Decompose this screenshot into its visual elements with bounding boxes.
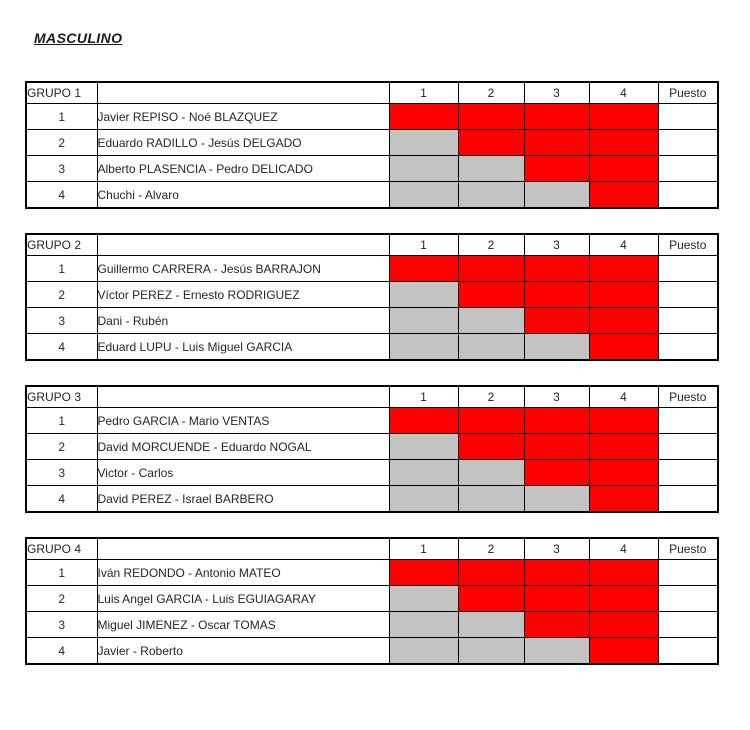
- table-row: [26, 334, 718, 361]
- table-row: [26, 638, 718, 665]
- pair-cell: Eduardo RADILLO - Jesús DELGADO: [97, 130, 389, 156]
- round-2-header: 2: [458, 82, 524, 104]
- match-cell: [389, 460, 458, 486]
- match-cell: [389, 560, 458, 586]
- pairs-header-cell: [97, 386, 389, 408]
- round-4-header: 4: [589, 538, 658, 560]
- match-cell: [589, 638, 658, 665]
- puesto-cell: [658, 586, 718, 612]
- rank-cell: 4: [26, 638, 97, 665]
- rank-cell: 2: [26, 586, 97, 612]
- pair-cell: Luis Angel GARCIA - Luis EGUIAGARAY: [97, 586, 389, 612]
- pair-cell: Chuchi - Alvaro: [97, 182, 389, 209]
- match-cell: [389, 638, 458, 665]
- group-4-table: [25, 537, 719, 665]
- match-cell: [589, 256, 658, 282]
- puesto-header: Puesto: [658, 538, 718, 560]
- pair-cell: Pedro GARCIA - Mario VENTAS: [97, 408, 389, 434]
- group-3-table: [25, 385, 719, 513]
- match-cell: [524, 130, 589, 156]
- table-row: [26, 486, 718, 513]
- round-2-header: 2: [458, 234, 524, 256]
- puesto-cell: [658, 104, 718, 130]
- match-cell: [389, 308, 458, 334]
- round-3-header: 3: [524, 234, 589, 256]
- rank-cell: 4: [26, 334, 97, 361]
- match-cell: [458, 334, 524, 361]
- round-4-header: 4: [589, 386, 658, 408]
- match-cell: [458, 612, 524, 638]
- match-cell: [589, 586, 658, 612]
- puesto-cell: [658, 638, 718, 665]
- match-cell: [589, 334, 658, 361]
- pair-cell: David PEREZ - Israel BARBERO: [97, 486, 389, 513]
- match-cell: [589, 460, 658, 486]
- rank-cell: 1: [26, 256, 97, 282]
- group-header-row: [26, 538, 718, 560]
- match-cell: [458, 282, 524, 308]
- round-2-header: 2: [458, 386, 524, 408]
- rank-cell: 2: [26, 130, 97, 156]
- table-row: [26, 560, 718, 586]
- match-cell: [389, 130, 458, 156]
- match-cell: [589, 486, 658, 513]
- match-cell: [389, 408, 458, 434]
- round-3-header: 3: [524, 538, 589, 560]
- table-row: [26, 156, 718, 182]
- match-cell: [389, 612, 458, 638]
- round-3-header: 3: [524, 82, 589, 104]
- match-cell: [389, 256, 458, 282]
- match-cell: [458, 408, 524, 434]
- group-1-table: [25, 81, 719, 209]
- pair-cell: David MORCUENDE - Eduardo NOGAL: [97, 434, 389, 460]
- pair-cell: Víctor PEREZ - Ernesto RODRIGUEZ: [97, 282, 389, 308]
- pair-cell: Iván REDONDO - Antonio MATEO: [97, 560, 389, 586]
- round-1-header: 1: [389, 82, 458, 104]
- table-row: [26, 130, 718, 156]
- match-cell: [589, 282, 658, 308]
- match-cell: [589, 434, 658, 460]
- match-cell: [524, 434, 589, 460]
- round-2-header: 2: [458, 538, 524, 560]
- puesto-cell: [658, 130, 718, 156]
- puesto-cell: [658, 612, 718, 638]
- rank-cell: 3: [26, 156, 97, 182]
- match-cell: [389, 156, 458, 182]
- puesto-cell: [658, 434, 718, 460]
- match-cell: [524, 104, 589, 130]
- table-row: [26, 460, 718, 486]
- rank-cell: 1: [26, 104, 97, 130]
- table-row: [26, 282, 718, 308]
- match-cell: [389, 334, 458, 361]
- table-row: [26, 586, 718, 612]
- table-row: [26, 104, 718, 130]
- round-4-header: 4: [589, 82, 658, 104]
- puesto-cell: [658, 486, 718, 513]
- puesto-cell: [658, 460, 718, 486]
- match-cell: [524, 282, 589, 308]
- rank-cell: 4: [26, 486, 97, 513]
- pair-cell: Alberto PLASENCIA - Pedro DELICADO: [97, 156, 389, 182]
- round-1-header: 1: [389, 386, 458, 408]
- match-cell: [389, 282, 458, 308]
- match-cell: [524, 486, 589, 513]
- pair-cell: Victor - Carlos: [97, 460, 389, 486]
- round-4-header: 4: [589, 234, 658, 256]
- group-label: GRUPO 2: [26, 234, 97, 256]
- match-cell: [589, 612, 658, 638]
- puesto-cell: [658, 282, 718, 308]
- match-cell: [458, 130, 524, 156]
- rank-cell: 1: [26, 408, 97, 434]
- group-label: GRUPO 3: [26, 386, 97, 408]
- match-cell: [589, 308, 658, 334]
- pairs-header-cell: [97, 82, 389, 104]
- match-cell: [389, 486, 458, 513]
- match-cell: [458, 638, 524, 665]
- pair-cell: Javier - Roberto: [97, 638, 389, 665]
- match-cell: [458, 104, 524, 130]
- rank-cell: 2: [26, 282, 97, 308]
- table-row: [26, 182, 718, 209]
- match-cell: [589, 130, 658, 156]
- match-cell: [589, 104, 658, 130]
- match-cell: [524, 308, 589, 334]
- match-cell: [389, 182, 458, 209]
- match-cell: [458, 460, 524, 486]
- match-cell: [524, 256, 589, 282]
- rank-cell: 2: [26, 434, 97, 460]
- pair-cell: Guillermo CARRERA - Jesús BARRAJON: [97, 256, 389, 282]
- puesto-cell: [658, 560, 718, 586]
- round-3-header: 3: [524, 386, 589, 408]
- puesto-header: Puesto: [658, 82, 718, 104]
- puesto-cell: [658, 182, 718, 209]
- match-cell: [458, 486, 524, 513]
- match-cell: [589, 156, 658, 182]
- group-header-row: [26, 82, 718, 104]
- round-1-header: 1: [389, 538, 458, 560]
- pair-cell: Miguel JIMENEZ - Oscar TOMAS: [97, 612, 389, 638]
- puesto-cell: [658, 408, 718, 434]
- group-header-row: [26, 386, 718, 408]
- match-cell: [589, 182, 658, 209]
- pair-cell: Eduard LUPU - Luis Miguel GARCIA: [97, 334, 389, 361]
- match-cell: [458, 256, 524, 282]
- puesto-cell: [658, 308, 718, 334]
- pair-cell: Javier REPISO - Noé BLAZQUEZ: [97, 104, 389, 130]
- match-cell: [524, 334, 589, 361]
- match-cell: [458, 156, 524, 182]
- match-cell: [524, 182, 589, 209]
- group-label: GRUPO 4: [26, 538, 97, 560]
- match-cell: [524, 586, 589, 612]
- match-cell: [458, 586, 524, 612]
- rank-cell: 1: [26, 560, 97, 586]
- match-cell: [389, 586, 458, 612]
- table-row: [26, 408, 718, 434]
- groups-container: [25, 81, 750, 665]
- rank-cell: 3: [26, 612, 97, 638]
- puesto-header: Puesto: [658, 234, 718, 256]
- table-row: [26, 612, 718, 638]
- group-2-table: [25, 233, 719, 361]
- match-cell: [389, 104, 458, 130]
- table-row: [26, 308, 718, 334]
- pairs-header-cell: [97, 538, 389, 560]
- round-1-header: 1: [389, 234, 458, 256]
- match-cell: [524, 560, 589, 586]
- rank-cell: 3: [26, 460, 97, 486]
- rank-cell: 4: [26, 182, 97, 209]
- match-cell: [389, 434, 458, 460]
- match-cell: [458, 560, 524, 586]
- match-cell: [524, 408, 589, 434]
- group-label: GRUPO 1: [26, 82, 97, 104]
- match-cell: [524, 638, 589, 665]
- match-cell: [589, 560, 658, 586]
- group-header-row: [26, 234, 718, 256]
- pair-cell: Dani - Rubén: [97, 308, 389, 334]
- table-row: [26, 434, 718, 460]
- puesto-cell: [658, 256, 718, 282]
- puesto-cell: [658, 156, 718, 182]
- rank-cell: 3: [26, 308, 97, 334]
- match-cell: [458, 308, 524, 334]
- match-cell: [458, 182, 524, 209]
- pairs-header-cell: [97, 234, 389, 256]
- match-cell: [524, 612, 589, 638]
- match-cell: [458, 434, 524, 460]
- puesto-cell: [658, 334, 718, 361]
- match-cell: [524, 156, 589, 182]
- page-title: MASCULINO: [34, 30, 123, 46]
- puesto-header: Puesto: [658, 386, 718, 408]
- match-cell: [524, 460, 589, 486]
- match-cell: [589, 408, 658, 434]
- table-row: [26, 256, 718, 282]
